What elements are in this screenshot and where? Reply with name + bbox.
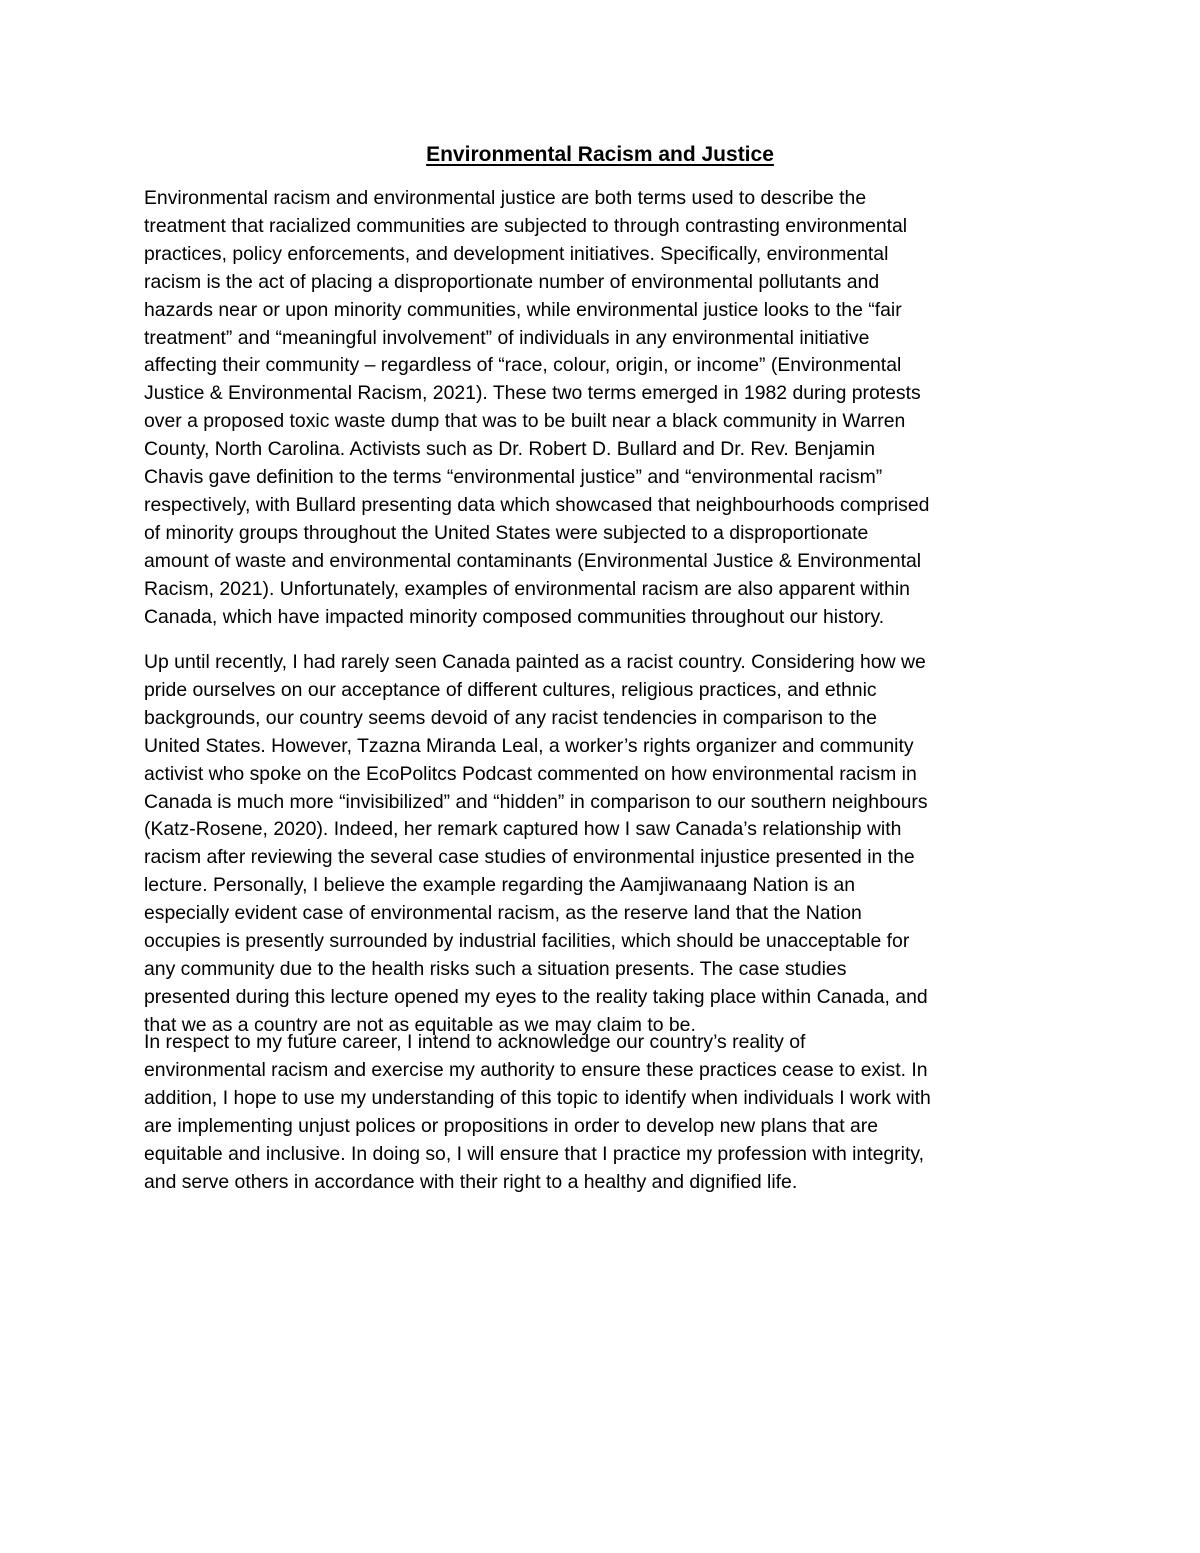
paragraph-line: United States. However, Tzazna Miranda Leal, a worker’s rights organizer and community: [144, 734, 914, 757]
paragraph-line: (Katz-Rosene, 2020). Indeed, her remark captured how I saw Canada’s relationship with: [144, 818, 902, 841]
paragraph-line: Canada, which have impacted minority composed communities throughout our history.: [144, 605, 885, 628]
paragraph-line: environmental racism and exercise my authority to ensure these practices cease to exist. In: [144, 1058, 928, 1081]
paragraph-line: occupies is presently surrounded by industrial facilities, which should be unacceptable for: [144, 930, 910, 953]
paragraph-line: racism is the act of placing a disproportionate number of environmental pollutants and: [144, 270, 880, 293]
paragraph-line: pride ourselves on our acceptance of different cultures, religious practices, and ethnic: [144, 678, 877, 701]
paragraph-line: In respect to my future career, I intend to acknowledge our country’s reality of: [144, 1031, 806, 1053]
paragraph-line: Canada is much more “invisibilized” and “hidden” in comparison to our southern neighbours: [144, 790, 928, 813]
body-paragraph-3: [144, 1029, 1064, 1196]
paragraph-line: racism after reviewing the several case studies of environmental injustice presented in the: [144, 846, 915, 869]
paragraph-line: over a proposed toxic waste dump that was to be built near a black community in Warren: [144, 410, 906, 433]
paragraph-line: treatment that racialized communities are subjected to through contrasting environmental: [144, 214, 908, 237]
paragraph-line: are implementing unjust polices or propositions in order to develop new plans that are: [144, 1114, 879, 1137]
paragraph-line: Environmental racism and environmental justice are both terms used to describe the: [144, 187, 867, 209]
paragraph-line: Racism, 2021). Unfortunately, examples of environmental racism are also apparent within: [144, 577, 910, 600]
paragraph-line: affecting their community – regardless of “race, colour, origin, or income” (Environmental: [144, 354, 902, 377]
paragraph-line: respectively, with Bullard presenting data which showcased that neighbourhoods comprised: [144, 493, 930, 516]
paragraph-line: and serve others in accordance with their right to a healthy and dignified life.: [144, 1170, 798, 1193]
paragraph-line: County, North Carolina. Activists such as Dr. Robert D. Bullard and Dr. Rev. Benjamin: [144, 438, 876, 461]
paragraph-line: lecture. Personally, I believe the example regarding the Aamjiwanaang Nation is an: [144, 874, 856, 897]
paragraph-line: presented during this lecture opened my eyes to the reality taking place within Canada, and: [144, 985, 928, 1008]
document-title: Environmental Racism and Justice: [426, 143, 774, 166]
body-paragraph-1: [144, 185, 1064, 632]
paragraph-line: equitable and inclusive. In doing so, I will ensure that I practice my profession with integrity,: [144, 1142, 924, 1165]
paragraph-line: hazards near or upon minority communities, while environmental justice looks to the “fair: [144, 298, 902, 321]
paragraph-line: Justice & Environmental Racism, 2021). These two terms emerged in 1982 during protests: [144, 382, 921, 405]
paragraph-line: addition, I hope to use my understanding of this topic to identify when individuals I work with: [144, 1086, 931, 1109]
paragraph-line: that we as a country are not as equitable as we may claim to be.: [144, 1013, 696, 1036]
paragraph-line: backgrounds, our country seems devoid of any racist tendencies in comparison to the: [144, 706, 877, 729]
paragraph-line: Up until recently, I had rarely seen Canada painted as a racist country. Considering how we: [144, 651, 926, 673]
body-paragraph-2: [144, 649, 1064, 1040]
paragraph-line: of minority groups throughout the United States were subjected to a disproportionate: [144, 521, 869, 544]
paragraph-line: any community due to the health risks such a situation presents. The case studies: [144, 957, 847, 980]
paragraph-line: practices, policy enforcements, and development initiatives. Specifically, environmental: [144, 242, 889, 265]
paragraph-line: Chavis gave definition to the terms “environmental justice” and “environmental racism”: [144, 466, 883, 489]
paragraph-line: activist who spoke on the EcoPolitcs Podcast commented on how environmental racism in: [144, 762, 917, 785]
paragraph-line: treatment” and “meaningful involvement” of individuals in any environmental initiative: [144, 326, 870, 349]
paragraph-line: especially evident case of environmental racism, as the reserve land that the Nation: [144, 902, 862, 925]
paragraph-line: amount of waste and environmental contaminants (Environmental Justice & Environmental: [144, 549, 922, 572]
